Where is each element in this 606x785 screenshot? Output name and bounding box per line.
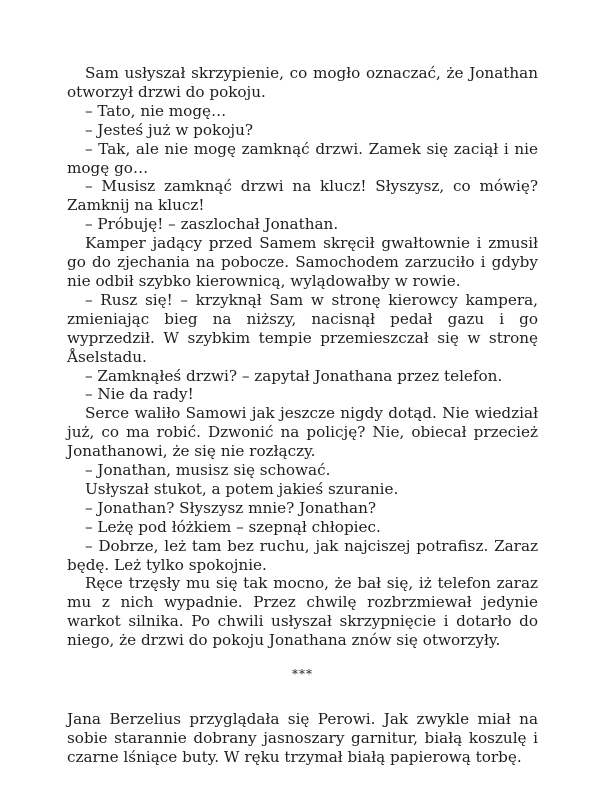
dialogue-line: – Próbuję! – zaszlochał Jonathan. [85, 215, 339, 234]
dialogue-line: – Jonathan? Słyszysz mnie? Jonathan? [85, 498, 377, 517]
scene-break: *** [292, 667, 313, 682]
dialogue-line: – Zamknąłeś drzwi? – zapytał Jonathana przez telefon. [85, 366, 503, 385]
dialogue-line: – Leżę pod łóżkiem – szepnął chłopiec. [85, 517, 381, 536]
dialogue-line: – Tato, nie mogę… [85, 101, 227, 120]
paragraph: Kamper jadący przed Samem skręcił gwałtownie i zmusił go do zjechania na pobocze. Samochodem zarzuciło i gdyby nie odbił szybko kierownicą, wylądowałby w rowie. [67, 234, 538, 290]
dialogue-line: – Jonathan, musisz się schować. [85, 461, 331, 480]
paragraph: Jana Berzelius przyglądała się Perowi. Jak zwykle miał na sobie starannie dobrany jasnoszary garnitur, białą koszulę i czarne lśniące buty. W ręku trzymał białą papierową torbę. [67, 710, 538, 766]
paragraph: Ręce trzęsły mu się tak mocno, że bał się, iż telefon zaraz mu z nich wypadnie. Przez chwilę rozbrzmiewał jedynie warkot silnika. Po chwili usłyszał skrzypnięcie i dotarło do niego, że drzwi do pokoju Jonathana znów się otworzyły. [67, 574, 538, 650]
dialogue-line: – Musisz zamknąć drzwi na klucz! Słyszysz, co mówię? Zamknij na klucz! [67, 177, 538, 215]
book-page [67, 64, 538, 767]
dialogue-line: – Tak, ale nie mogę zamknąć drzwi. Zamek się zaciął i nie mogę go… [67, 139, 538, 177]
paragraph: Usłyszał stukot, a potem jakieś szuranie. [85, 479, 399, 498]
dialogue-line: – Jesteś już w pokoju? [85, 120, 253, 139]
paragraph: Serce waliło Samowi jak jeszcze nigdy dotąd. Nie wiedział już, co ma robić. Dzwonić na policję? Nie, obiecał przecież Jonathanowi, że się nie rozłączy. [67, 404, 538, 461]
dialogue-line: – Dobrze, leż tam bez ruchu, jak najciszej potrafisz. Zaraz będę. Leż tylko spokojnie. [67, 536, 538, 574]
paragraph: Sam usłyszał skrzypienie, co mogło oznaczać, że Jonathan otworzył drzwi do pokoju. [67, 64, 538, 101]
dialogue-line: – Nie da rady! [85, 385, 194, 404]
dialogue-line: – Rusz się! – krzyknął Sam w stronę kierowcy kampera, zmieniając bieg na niższy, nacisnął pedał gazu i go wyprzedził. W szybkim tempie przemieszczał się w stronę Åselstadu. [67, 290, 538, 366]
